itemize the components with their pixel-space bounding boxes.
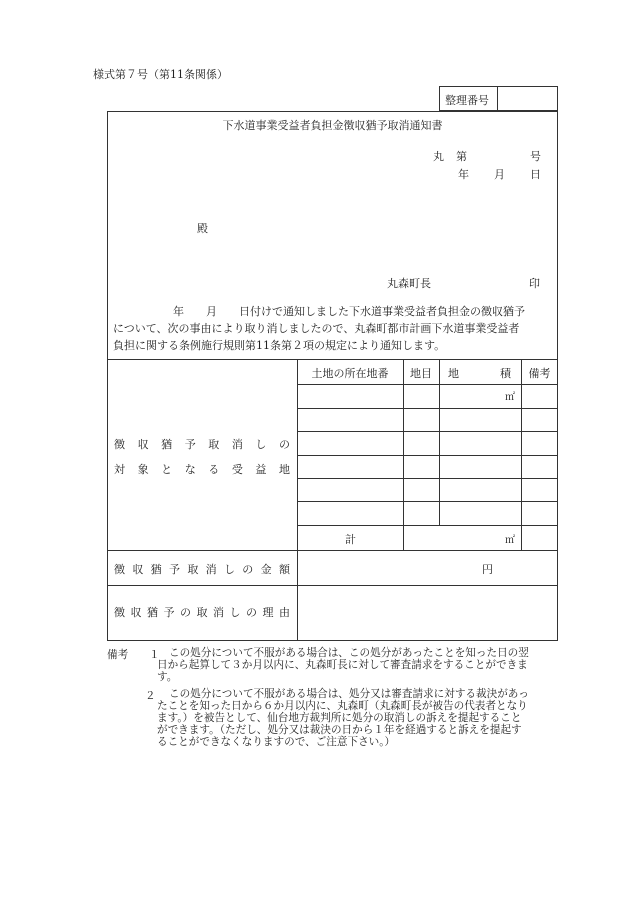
remarks-2-line-4: ができます。（ただし、処分又は裁決の日から１年を経過すると訴えを提起す: [157, 724, 522, 736]
seiri-number-label: 整理番号: [445, 94, 489, 107]
header-area-seki: 積: [500, 367, 511, 380]
notice-title: 下水道事業受益者負担金徴収猶予取消通知書: [222, 119, 443, 132]
body-line-1: 年 月 日付けで通知しました下水道事業受益者負担金の徴収猶予: [173, 305, 525, 318]
date-day: 日: [530, 168, 541, 181]
remarks-2-num: ２: [145, 690, 156, 702]
target-land-label-1: 徴 収 猶 予 取 消 し の: [114, 438, 290, 451]
remarks-label: 備考: [107, 649, 129, 661]
issuer-seal: 印: [529, 277, 540, 290]
remarks-2-line-5: ることができなくなりますので、ご注意下さい。）: [157, 736, 396, 748]
target-land-label-2: 対 象 と な る 受 益 地: [114, 463, 290, 476]
remarks-1-line-1: この処分について不服がある場合は、この処分があったことを知った日の翌: [169, 647, 529, 659]
body-line-2: について、次の事由により取り消しましたので、丸森町都市計画下水道事業受益者: [113, 322, 520, 335]
reason-label: 徴 収 猶 予 の 取 消 し の 理 由: [114, 606, 290, 619]
remarks-2-line-2: たことを知った日から６か月以内に、丸森町（丸森町長が被告の代表者となり: [157, 700, 528, 712]
amount-unit: 円: [482, 563, 493, 576]
remarks-2-line-3: ます。）を被告として、仙台地方裁判所に処分の取消しの訴えを提起すること: [157, 712, 522, 724]
addressee-suffix: 殿: [197, 222, 208, 235]
remarks-1-line-2: 日から起算して３か月以内に、丸森町長に対して審査請求をすることができま: [157, 659, 528, 671]
remarks-1-line-3: す。: [157, 671, 178, 683]
total-area-unit: ㎡: [505, 535, 515, 546]
area-unit: ㎡: [505, 392, 515, 403]
doc-number-go: 号: [530, 150, 541, 163]
amount-label: 徴 収 猶 予 取 消 し の 金 額: [114, 563, 290, 576]
header-chimoku: 地目: [410, 367, 432, 380]
header-location: 土地の所在地番: [311, 367, 389, 380]
remarks-1-num: １: [149, 649, 160, 661]
header-area-chi: 地: [448, 367, 459, 380]
header-remarks: 備考: [528, 367, 551, 380]
date-year: 年: [458, 168, 469, 181]
doc-number-dai: 第: [456, 150, 467, 163]
doc-number-prefix: 丸: [433, 150, 444, 163]
form-number: 様式第７号（第11条関係）: [93, 68, 228, 81]
remarks-2-line-1: この処分について不服がある場合は、処分又は審査請求に対する裁決があっ: [169, 688, 529, 700]
body-line-3: 負担に関する条例施行規則第11条第２項の規定により通知します。: [113, 339, 446, 352]
date-month: 月: [494, 168, 505, 181]
total-label: 計: [345, 533, 356, 546]
issuer-name: 丸森町長: [387, 277, 431, 290]
